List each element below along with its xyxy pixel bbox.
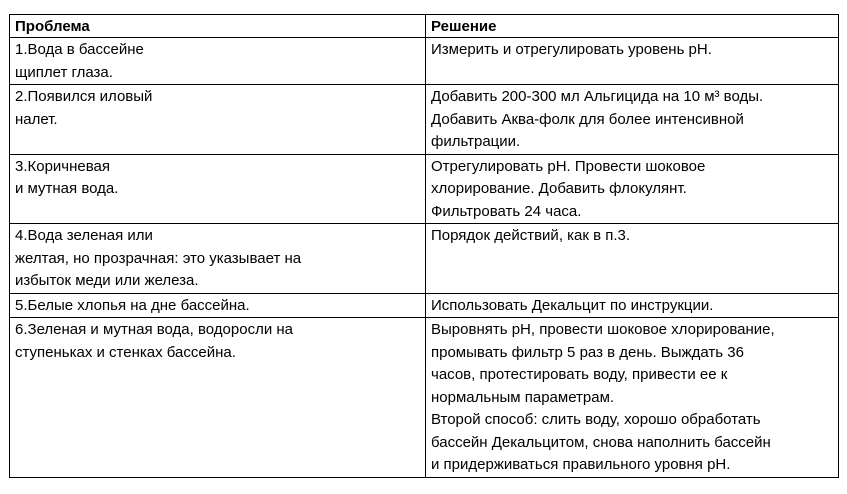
table-row: [10, 293, 839, 318]
problem-cell: [10, 293, 426, 318]
solution-text-line: нормальным параметрам.: [431, 388, 615, 406]
problem-cell: [10, 154, 426, 224]
problem-text-line: избыток меди или железа.: [15, 272, 199, 289]
table-row: [10, 85, 839, 155]
problem-text-line: налет.: [15, 110, 58, 128]
solution-text-line: Порядок действий, как в п.3.: [431, 227, 631, 244]
solution-text-line: Добавить 200-300 мл Альгицида на 10 м³ воды.: [431, 88, 764, 105]
problem-text-line: 6.Зеленая и мутная вода, водоросли на: [15, 321, 293, 338]
problem-solution-table: [9, 14, 839, 478]
problem-text-line: желтая, но прозрачная: это указывает на: [15, 249, 302, 267]
solution-text-line: Использовать Декальцит по инструкции.: [431, 296, 714, 314]
table-row: [10, 224, 839, 294]
solution-text-line: Фильтровать 24 часа.: [431, 202, 582, 220]
solution-text-line: Измерить и отрегулировать уровень рН.: [431, 41, 712, 58]
problem-cell: [10, 85, 426, 155]
problem-text-line: 3.Коричневая: [15, 157, 111, 175]
solution-text-line: Выровнять рН, провести шоковое хлорирование,: [431, 321, 775, 338]
column-header-problem: Проблема: [10, 15, 426, 38]
solution-cell: [426, 318, 839, 478]
solution-text-line: фильтрации.: [431, 133, 521, 150]
problem-cell: [10, 318, 426, 478]
solution-cell: [426, 154, 839, 224]
problem-text-line: щиплет глаза.: [15, 63, 113, 81]
problem-cell: [10, 38, 426, 85]
table-header-row: [10, 15, 839, 38]
problem-text-line: ступеньках и стенках бассейна.: [15, 343, 236, 361]
solution-text-line: Добавить Аква-фолк для более интенсивной: [431, 110, 744, 128]
solution-text-line: и придерживаться правильного уровня рН.: [431, 456, 731, 473]
solution-cell: [426, 85, 839, 155]
column-header-solution: Решение: [426, 15, 839, 38]
solution-cell: [426, 224, 839, 294]
solution-text-line: промывать фильтр 5 раз в день. Выждать 36: [431, 343, 744, 361]
problem-cell: [10, 224, 426, 294]
solution-cell: [426, 293, 839, 318]
problem-text-line: 4.Вода зеленая или: [15, 227, 153, 244]
solution-text-line: Второй способ: слить воду, хорошо обработать: [431, 411, 761, 428]
problem-text-line: 2.Появился иловый: [15, 88, 153, 105]
problem-text-line: 5.Белые хлопья на дне бассейна.: [15, 296, 250, 314]
table-row: [10, 318, 839, 478]
problem-text-line: 1.Вода в бассейне: [15, 41, 144, 58]
solution-cell: [426, 38, 839, 85]
table-row: [10, 38, 839, 85]
solution-text-line: бассейн Декальцитом, снова наполнить бассейн: [431, 433, 771, 451]
solution-text-line: хлорирование. Добавить флокулянт.: [431, 180, 687, 197]
table-row: [10, 154, 839, 224]
solution-text-line: Отрегулировать рН. Провести шоковое: [431, 157, 706, 175]
problem-text-line: и мутная вода.: [15, 180, 119, 197]
solution-text-line: часов, протестировать воду, привести ее к: [431, 366, 728, 383]
